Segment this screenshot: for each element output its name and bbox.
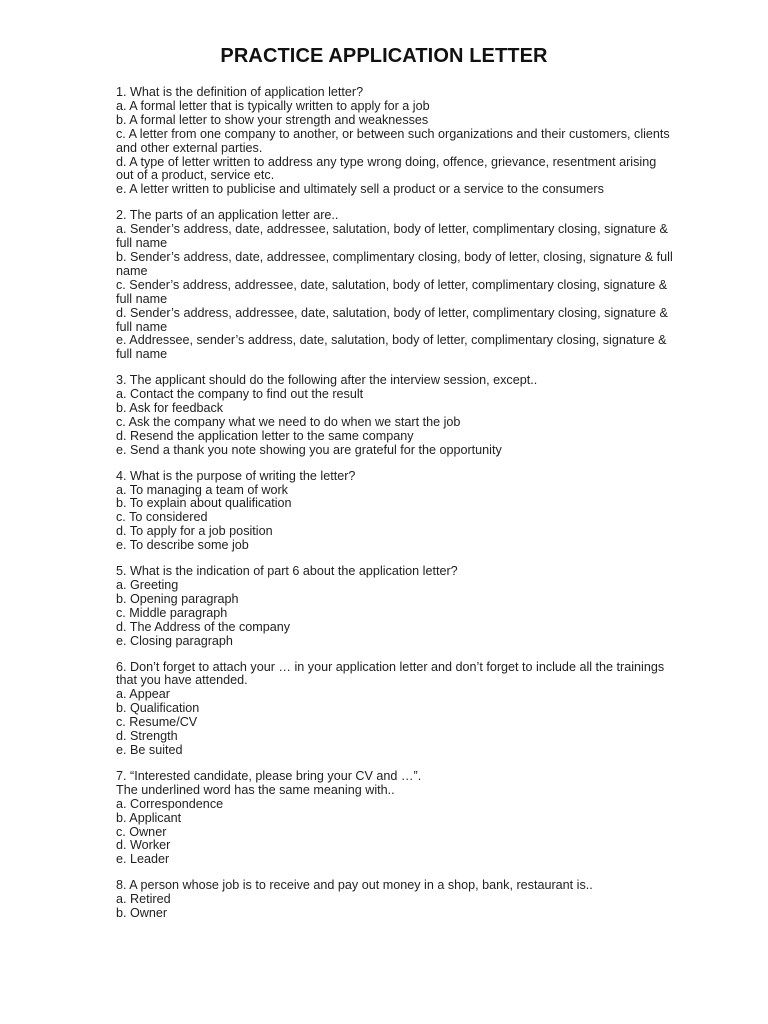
answer-option: e. Leader: [116, 852, 170, 867]
question-block: [116, 86, 676, 197]
answer-option: e. Addressee, sender’s address, date, salutation, body of letter, complimentary closing, signature & full name: [116, 333, 667, 362]
page-title: PRACTICE APPLICATION LETTER: [220, 45, 548, 67]
answer-option: e. To describe some job: [116, 538, 249, 553]
question-text: 8. A person whose job is to receive and pay out money in a shop, bank, restaurant is..: [116, 878, 593, 893]
answer-option: a. Appear: [116, 687, 170, 702]
question-text: 6. Don’t forget to attach your … in your application letter and don’t forget to include all the trainings that you have attended.: [116, 659, 665, 688]
answer-option: b. Ask for feedback: [116, 401, 224, 416]
answer-option: e. A letter written to publicise and ultimately sell a product or a service to the consumers: [116, 182, 604, 197]
answer-option: b. Sender’s address, date, addressee, complimentary closing, body of letter, closing, signature & full name: [116, 249, 673, 278]
answer-option: e. Be suited: [116, 742, 183, 757]
question-block: [116, 661, 676, 758]
answer-option: a. Correspondence: [116, 796, 224, 811]
answer-option: b. Applicant: [116, 810, 182, 825]
question-text: 3. The applicant should do the following after the interview session, except..: [116, 373, 538, 388]
question-text: 7. “Interested candidate, please bring your CV and …”.: [116, 768, 422, 783]
answer-option: c. To considered: [116, 510, 208, 525]
answer-option: c. A letter from one company to another, or between such organizations and their customers, clients and other external parties.: [116, 126, 670, 155]
answer-option: b. To explain about qualification: [116, 496, 292, 511]
question-block: [116, 374, 676, 457]
question-text: 5. What is the indication of part 6 about the application letter?: [116, 564, 458, 579]
answer-option: d. Worker: [116, 838, 171, 853]
answer-option: d. To apply for a job position: [116, 524, 273, 539]
answer-option: c. Sender’s address, addressee, date, salutation, body of letter, complimentary closing, signature & full name: [116, 277, 668, 306]
answer-option: c. Owner: [116, 824, 167, 839]
answer-option: d. The Address of the company: [116, 619, 291, 634]
answer-option: d. Strength: [116, 729, 178, 744]
question-text: 1. What is the definition of application letter?: [116, 85, 364, 99]
answer-option: b. A formal letter to show your strength and weaknesses: [116, 112, 429, 127]
answer-option: a. Contact the company to find out the result: [116, 387, 364, 402]
question-text: 4. What is the purpose of writing the letter?: [116, 468, 356, 483]
answer-option: a. Greeting: [116, 578, 179, 592]
answer-option: a. To managing a team of work: [116, 482, 288, 497]
answer-option: b. Qualification: [116, 701, 200, 716]
question-block: [116, 470, 676, 553]
answer-option: d. A type of letter written to address any type wrong doing, offence, grievance, resentment arising out of a product, service etc.: [116, 154, 657, 183]
answer-option: c. Middle paragraph: [116, 605, 228, 620]
question-list: [116, 86, 676, 933]
question-block: [116, 209, 676, 362]
question-block: [116, 879, 676, 921]
question-text: The underlined word has the same meaning with..: [116, 782, 395, 797]
answer-option: d. Resend the application letter to the same company: [116, 428, 414, 443]
answer-option: d. Sender’s address, addressee, date, salutation, body of letter, complimentary closing, signature & full name: [116, 305, 668, 334]
answer-option: e. Send a thank you note showing you are grateful for the opportunity: [116, 442, 502, 457]
answer-option: a. A formal letter that is typically written to apply for a job: [116, 98, 430, 113]
question-block: [116, 770, 676, 867]
question-text: 2. The parts of an application letter are..: [116, 208, 339, 223]
answer-option: c. Resume/CV: [116, 715, 198, 730]
answer-option: b. Owner: [116, 906, 168, 921]
answer-option: b. Opening paragraph: [116, 591, 239, 606]
answer-option: a. Retired: [116, 892, 171, 907]
answer-option: c. Ask the company what we need to do when we start the job: [116, 414, 461, 429]
answer-option: a. Sender’s address, date, addressee, salutation, body of letter, complimentary closing, signature & full name: [116, 222, 668, 251]
answer-option: e. Closing paragraph: [116, 633, 233, 648]
question-block: [116, 565, 676, 648]
